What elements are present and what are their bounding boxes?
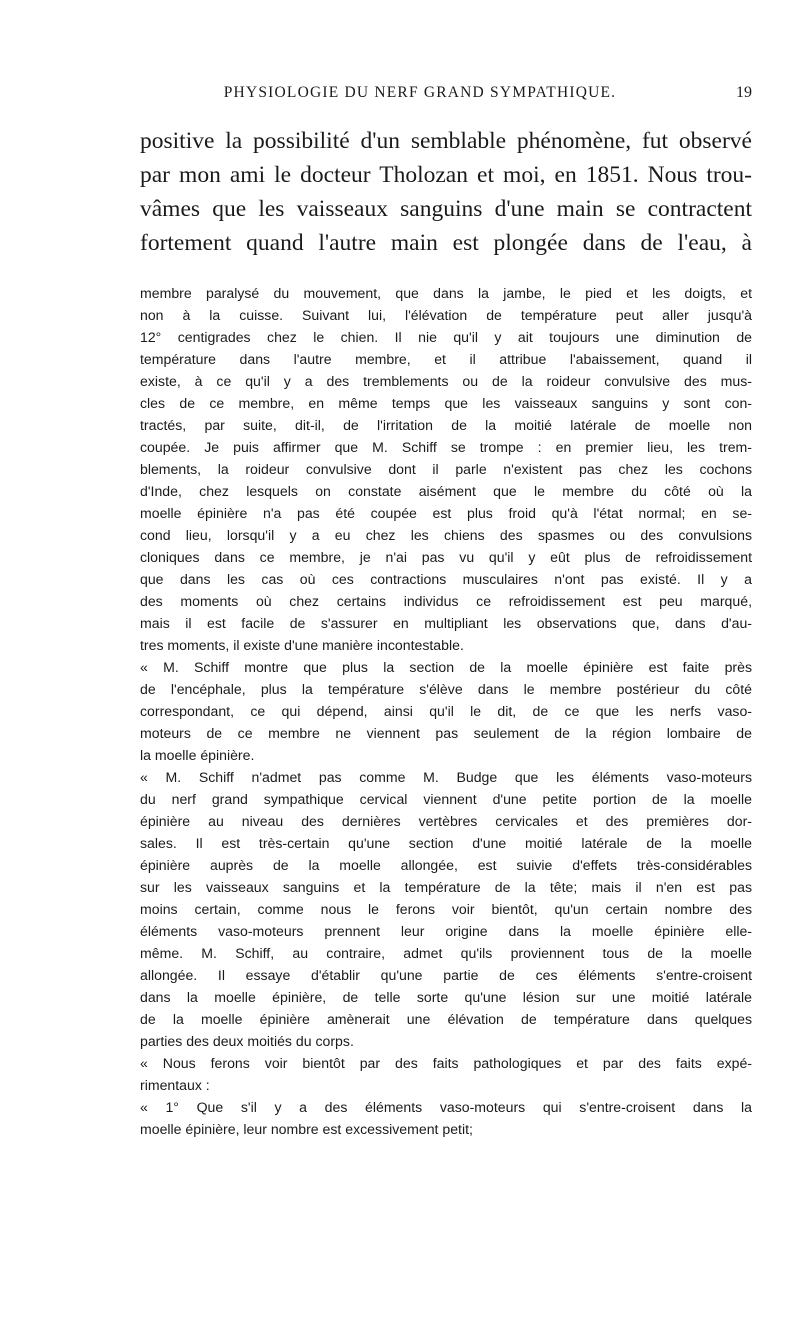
footnote-line: du nerf grand sympathique cervical viennent d'une petite portion de la moelle bbox=[140, 791, 752, 807]
footnote-line: éléments vaso-moteurs prennent leur origine dans la moelle épinière elle- bbox=[140, 923, 752, 939]
footnote-line: moelle épinière n'a pas été coupée est plus froid qu'à l'état normal; en se- bbox=[140, 505, 752, 521]
footnote-line: cond lieu, lorsqu'il y a eu chez les chiens des spasmes ou des convulsions bbox=[140, 527, 752, 543]
footnote-line: rimentaux : bbox=[140, 1077, 210, 1093]
main-text-paragraph bbox=[140, 124, 752, 260]
footnote-line: cles de ce membre, en même temps que les vaisseaux sanguins y sont con- bbox=[140, 395, 752, 411]
footnote-line: parties des deux moitiés du corps. bbox=[140, 1033, 354, 1049]
footnote-line: épinière au niveau des dernières vertèbres cervicales et des premières dor- bbox=[140, 813, 752, 829]
main-text-line: vâmes que les vaisseaux sanguins d'une main se contractent bbox=[140, 196, 752, 222]
footnote-paragraph-2 bbox=[140, 656, 752, 766]
main-text-line: positive la possibilité d'un semblable phénomène, fut observé bbox=[140, 128, 752, 154]
running-header bbox=[140, 84, 752, 110]
footnote-line: même. M. Schiff, au contraire, admet qu'ils proviennent tous de la moelle bbox=[140, 945, 752, 961]
footnote-line: tractés, par suite, dit-il, de l'irritation de la moitié latérale de moelle non bbox=[140, 417, 752, 433]
footnote-line: la moelle épinière. bbox=[140, 747, 255, 763]
footnote-paragraph-1 bbox=[140, 282, 752, 656]
footnote-line: moteurs de ce membre ne viennent pas seulement de la région lombaire de bbox=[140, 725, 752, 741]
footnote-line: que dans les cas où ces contractions musculaires n'ont pas existé. Il y a bbox=[140, 571, 752, 587]
footnote-line: correspondant, ce qui dépend, ainsi qu'il le dit, de ce que les nerfs vaso- bbox=[140, 703, 752, 719]
footnote-paragraph-5 bbox=[140, 1096, 752, 1140]
footnote-line: température dans l'autre membre, et il attribue l'abaissement, quand il bbox=[140, 351, 752, 367]
footnote-block bbox=[140, 282, 752, 1140]
footnote-line: non à la cuisse. Suivant lui, l'élévation de température peut aller jusqu'à bbox=[140, 307, 752, 323]
footnote-line: « Nous ferons voir bientôt par des faits pathologiques et par des faits expé- bbox=[140, 1055, 752, 1071]
footnote-line: membre paralysé du mouvement, que dans la jambe, le pied et les doigts, et bbox=[140, 285, 752, 301]
main-text-line: fortement quand l'autre main est plongée dans de l'eau, à bbox=[140, 230, 752, 256]
footnote-line: mais il est facile de s'assurer en multipliant les observations que, dans d'au- bbox=[140, 615, 752, 631]
footnote-line: moins certain, comme nous le ferons voir bientôt, qu'un certain nombre des bbox=[140, 901, 752, 917]
footnote-line: coupée. Je puis affirmer que M. Schiff se trompe : en premier lieu, les trem- bbox=[140, 439, 752, 455]
footnote-line: moelle épinière, leur nombre est excessivement petit; bbox=[140, 1121, 473, 1137]
footnote-line: sales. Il est très-certain qu'une section d'une moitié latérale de la moelle bbox=[140, 835, 752, 851]
footnote-line: d'Inde, chez lesquels on constate aisément que le membre du côté où la bbox=[140, 483, 752, 499]
footnote-line: « M. Schiff n'admet pas comme M. Budge que les éléments vaso-moteurs bbox=[140, 769, 752, 785]
footnote-line: blements, la roideur convulsive dont il parle n'existent pas chez les cochons bbox=[140, 461, 752, 477]
footnote-line: des moments où chez certains individus ce refroidissement est peu marqué, bbox=[140, 593, 752, 609]
running-title: PHYSIOLOGIE DU NERF GRAND SYMPATHIQUE. bbox=[223, 84, 617, 101]
footnote-line: « M. Schiff montre que plus la section de la moelle épinière est faite près bbox=[140, 659, 752, 675]
footnote-line: sur les vaisseaux sanguins et la température de la tête; mais il n'en est pas bbox=[140, 879, 752, 895]
footnote-line: 12° centigrades chez le chien. Il nie qu'il y ait toujours une diminution de bbox=[140, 329, 752, 345]
footnote-paragraph-4 bbox=[140, 1052, 752, 1096]
footnote-line: épinière auprès de la moelle allongée, est suivie d'effets très-considérables bbox=[140, 857, 752, 873]
footnote-line: tres moments, il existe d'une manière incontestable. bbox=[140, 637, 464, 653]
footnote-line: allongée. Il essaye d'établir qu'une partie de ces éléments s'entre-croisent bbox=[140, 967, 752, 983]
footnote-line: de l'encéphale, plus la température s'élève dans le membre postérieur du côté bbox=[140, 681, 752, 697]
footnote-line: cloniques dans ce membre, je n'ai pas vu qu'il y eût plus de refroidissement bbox=[140, 549, 752, 565]
footnote-paragraph-3 bbox=[140, 766, 752, 1052]
footnote-line: « 1° Que s'il y a des éléments vaso-moteurs qui s'entre-croisent dans la bbox=[140, 1099, 752, 1115]
main-text-line: par mon ami le docteur Tholozan et moi, en 1851. Nous trou- bbox=[140, 162, 752, 188]
footnote-line: de la moelle épinière amènerait une élévation de température dans quelques bbox=[140, 1011, 752, 1027]
page-number: 19 bbox=[736, 84, 752, 101]
footnote-line: dans la moelle épinière, de telle sorte qu'une lésion sur une moitié latérale bbox=[140, 989, 752, 1005]
footnote-line: existe, à ce qu'il y a des tremblements ou de la roideur convulsive des mus- bbox=[140, 373, 752, 389]
